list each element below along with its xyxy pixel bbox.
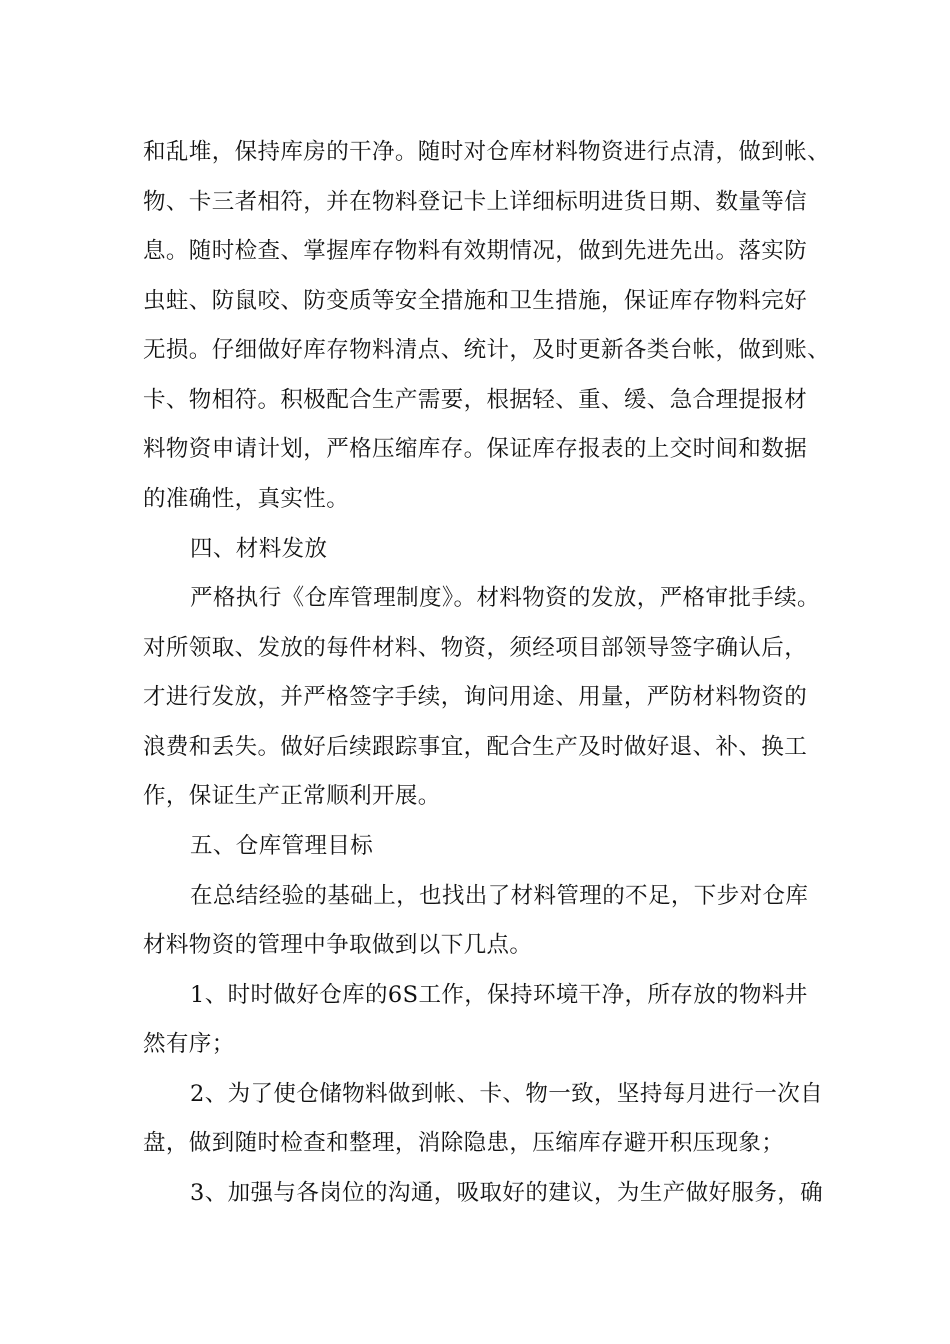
paragraph-line: 物、卡三者相符，并在物料登记卡上详细标明进货日期、数量等信 xyxy=(143,189,808,215)
paragraph-line: 才进行发放，并严格签字手续，询问用途、用量，严防材料物资的 xyxy=(143,684,808,710)
list-item-line: 2、为了使仓储物料做到帐、卡、物一致，坚持每月进行一次自 xyxy=(190,1081,824,1107)
list-item-line: 盘，做到随时检查和整理，消除隐患，压缩库存避开积压现象； xyxy=(143,1130,785,1156)
paragraph-line: 的准确性，真实性。 xyxy=(143,486,350,512)
paragraph-line: 和乱堆，保持库房的干净。随时对仓库材料物资进行点清，做到帐、 xyxy=(143,139,831,165)
paragraph-line: 对所领取、发放的每件材料、物资，须经项目部领导签字确认后， xyxy=(143,635,808,661)
paragraph-line: 严格执行《仓库管理制度》。材料物资的发放，严格审批手续。 xyxy=(190,585,820,611)
paragraph-line: 料物资申请计划，严格压缩库存。保证库存报表的上交时间和数据 xyxy=(143,436,808,462)
list-item-line: 然有序； xyxy=(143,1031,235,1057)
paragraph-line: 材料物资的管理中争取做到以下几点。 xyxy=(143,932,533,958)
paragraph-line: 虫蛀、防鼠咬、防变质等安全措施和卫生措施，保证库存物料完好 xyxy=(143,288,808,314)
paragraph-line: 作，保证生产正常顺利开展。 xyxy=(143,783,441,809)
section-heading: 四、材料发放 xyxy=(190,536,328,562)
paragraph-line: 息。随时检查、掌握库存物料有效期情况，做到先进先出。落实防 xyxy=(143,238,808,264)
list-item-line: 3、加强与各岗位的沟通，吸取好的建议，为生产做好服务，确 xyxy=(190,1180,824,1206)
section-heading: 五、仓库管理目标 xyxy=(190,833,374,859)
paragraph-line: 无损。仔细做好库存物料清点、统计，及时更新各类台帐，做到账、 xyxy=(143,337,831,363)
list-item-line: 1、时时做好仓库的6S工作，保持环境干净，所存放的物料井 xyxy=(190,982,808,1008)
paragraph-line: 在总结经验的基础上，也找出了材料管理的不足，下步对仓库 xyxy=(190,883,809,909)
paragraph-line: 浪费和丢失。做好后续跟踪事宜，配合生产及时做好退、补、换工 xyxy=(143,734,808,760)
paragraph-line: 卡、物相符。积极配合生产需要，根据轻、重、缓、急合理提报材 xyxy=(143,387,808,413)
